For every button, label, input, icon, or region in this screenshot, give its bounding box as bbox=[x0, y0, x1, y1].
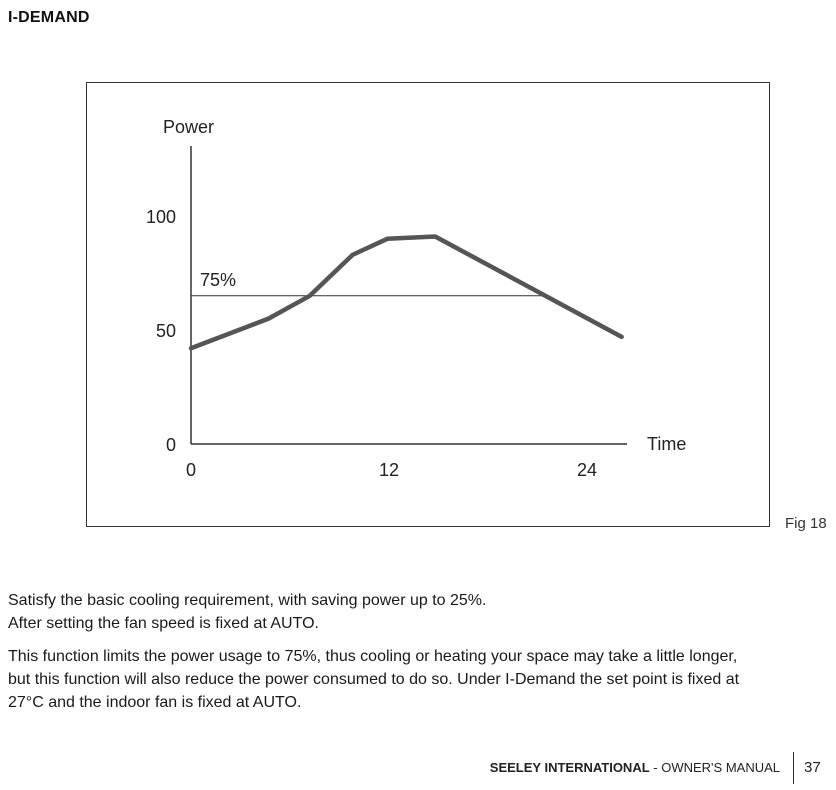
text-line: After setting the fan speed is fixed at AUTO. bbox=[8, 615, 319, 632]
text-line: 27°C and the indoor fan is fixed at AUTO. bbox=[8, 694, 302, 711]
footer-divider bbox=[793, 752, 794, 784]
power-series-line bbox=[191, 237, 622, 349]
description-paragraph-1 bbox=[8, 589, 828, 635]
y-tick-label: 0 bbox=[165, 435, 176, 455]
page-footer bbox=[490, 760, 780, 775]
text-line: This function limits the power usage to 75%, thus cooling or heating your space may take a little longer, bbox=[8, 648, 738, 665]
x-axis-label: Time bbox=[647, 434, 687, 454]
figure-frame bbox=[86, 82, 770, 527]
x-tick-label: 0 bbox=[185, 460, 197, 480]
figure-label: Fig 18 bbox=[785, 515, 827, 532]
description-paragraph-2 bbox=[8, 645, 828, 714]
x-tick-label: 12 bbox=[378, 460, 400, 480]
power-time-chart bbox=[87, 83, 771, 528]
footer-brand: SEELEY INTERNATIONAL bbox=[489, 760, 650, 775]
page-number: 37 bbox=[804, 759, 821, 776]
text-line: Satisfy the basic cooling requirement, with saving power up to 25%. bbox=[8, 592, 487, 609]
section-heading: I-DEMAND bbox=[8, 9, 90, 26]
x-tick-label: 24 bbox=[576, 460, 598, 480]
text-line: but this function will also reduce the power consumed to do so. Under I-Demand the set point is fixed at bbox=[8, 671, 740, 688]
y-axis-label: Power bbox=[163, 117, 215, 137]
footer-document-title: OWNER'S MANUAL bbox=[661, 760, 780, 775]
reference-line-label: 75% bbox=[200, 269, 237, 290]
y-tick-label: 50 bbox=[155, 321, 176, 341]
footer-separator: - bbox=[649, 760, 662, 775]
y-tick-label: 100 bbox=[145, 207, 176, 227]
